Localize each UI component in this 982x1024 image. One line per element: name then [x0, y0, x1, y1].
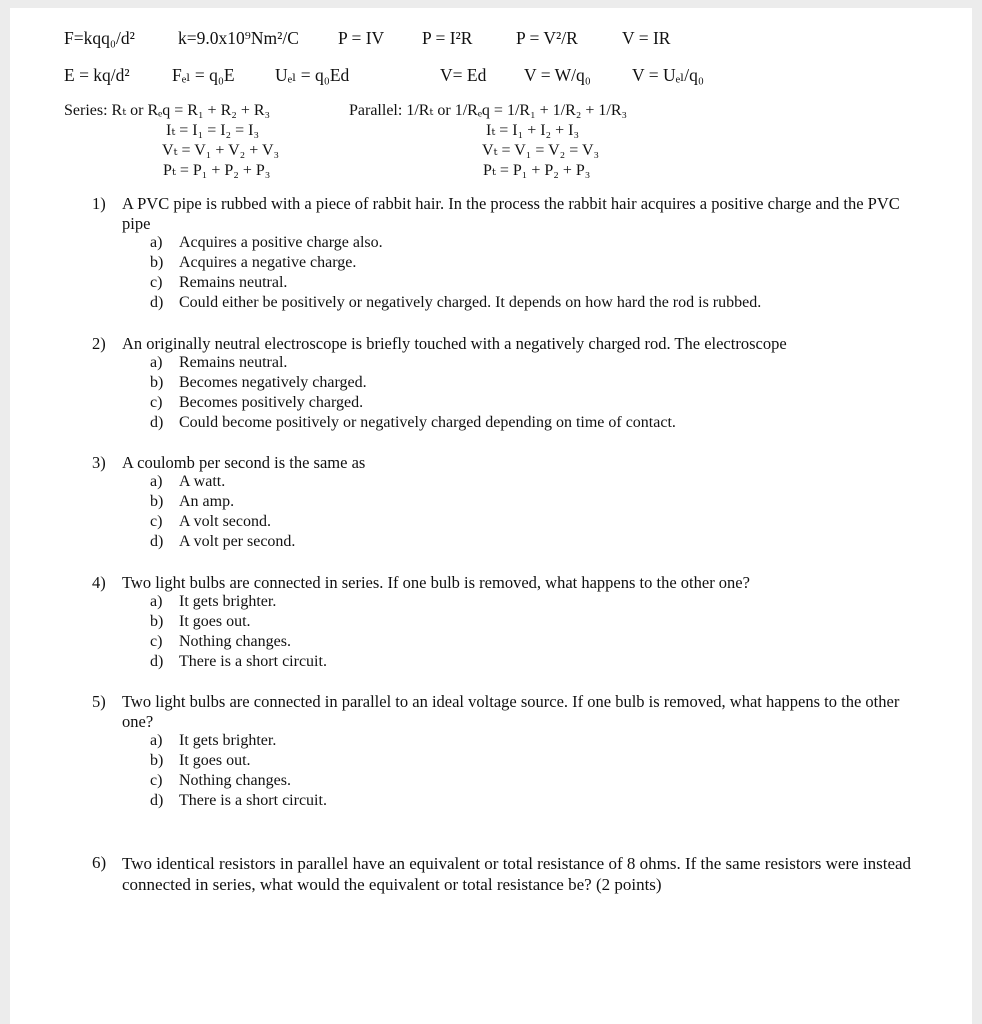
series-voltage: Vₜ = V₁ + V₂ + V₃ — [162, 142, 280, 159]
option-text: There is a short circuit. — [179, 653, 327, 670]
option-c[interactable] — [150, 633, 291, 651]
option-letter: d) — [150, 653, 164, 670]
option-letter: c) — [150, 394, 163, 411]
option-text: Remains neutral. — [179, 274, 288, 291]
option-b[interactable] — [150, 254, 356, 272]
option-a[interactable] — [150, 593, 276, 611]
option-text: An amp. — [179, 493, 235, 510]
question-number: 6) — [92, 853, 107, 872]
question-text: An originally neutral electroscope is briefly touched with a negatively charged rod. The electroscope — [122, 334, 787, 353]
option-d[interactable] — [150, 414, 676, 432]
formula-voltage-work: V = W/q₀ — [524, 65, 591, 85]
formula-power-iv: P = IV — [338, 28, 385, 48]
question-text: A coulomb per second is the same as — [122, 453, 366, 472]
option-letter: c) — [150, 513, 163, 530]
option-d[interactable] — [150, 792, 327, 810]
option-c[interactable] — [150, 513, 271, 531]
option-letter: a) — [150, 354, 163, 371]
option-letter: d) — [150, 792, 164, 809]
option-letter: d) — [150, 294, 164, 311]
option-b[interactable] — [150, 493, 234, 511]
question-number: 1) — [92, 194, 106, 213]
option-text: A watt. — [179, 473, 226, 490]
option-letter: c) — [150, 274, 163, 291]
option-c[interactable] — [150, 772, 291, 790]
option-a[interactable] — [150, 234, 383, 252]
formula-voltage-energy: V = Uₑₗ/q₀ — [632, 65, 705, 85]
option-letter: a) — [150, 732, 163, 749]
option-b[interactable] — [150, 374, 367, 392]
option-letter: c) — [150, 633, 163, 650]
option-text: It goes out. — [179, 613, 251, 630]
option-d[interactable] — [150, 294, 761, 312]
question-number: 2) — [92, 334, 106, 353]
option-letter: b) — [150, 374, 164, 391]
option-a[interactable] — [150, 473, 225, 491]
option-text: It gets brighter. — [179, 732, 277, 749]
option-c[interactable] — [150, 394, 363, 412]
formula-voltage-ed: V= Ed — [440, 65, 487, 85]
option-letter: a) — [150, 473, 163, 490]
formula-electric-force: Fₑₗ = q₀E — [172, 65, 235, 85]
option-text: It gets brighter. — [179, 593, 277, 610]
parallel-heading: Parallel: 1/Rₜ or 1/Rₑq = 1/R₁ + 1/R₂ + 1/R₃ — [349, 102, 628, 119]
worksheet-page — [10, 8, 972, 1024]
question-text: A PVC pipe is rubbed with a piece of rabbit hair. In the process the rabbit hair acquires a positive charge and the PVC pipe — [122, 194, 900, 233]
formula-electric-field: E = kq/d² — [64, 65, 130, 85]
option-letter: b) — [150, 613, 164, 630]
series-current: Iₜ = I₁ = I₂ = I₃ — [166, 122, 260, 139]
parallel-current: Iₜ = I₁ + I₂ + I₃ — [486, 122, 580, 139]
question-number: 5) — [92, 692, 106, 711]
option-text: Nothing changes. — [179, 772, 291, 789]
option-letter: d) — [150, 533, 164, 550]
formula-power-i2r: P = I²R — [422, 28, 473, 48]
option-letter: b) — [150, 254, 164, 271]
option-b[interactable] — [150, 752, 251, 770]
option-text: Remains neutral. — [179, 354, 288, 371]
option-text: A volt per second. — [179, 533, 296, 550]
option-text: It goes out. — [179, 752, 251, 769]
option-letter: b) — [150, 493, 164, 510]
series-power: Pₜ = P₁ + P₂ + P₃ — [163, 162, 271, 179]
option-text: Acquires a negative charge. — [179, 254, 357, 271]
option-text: A volt second. — [179, 513, 271, 530]
option-b[interactable] — [150, 613, 251, 631]
option-d[interactable] — [150, 653, 327, 671]
option-letter: b) — [150, 752, 164, 769]
option-letter: d) — [150, 414, 164, 431]
formula-electric-potential-energy: Uₑₗ = q₀Ed — [275, 65, 350, 85]
option-letter: a) — [150, 234, 163, 251]
question-text: Two light bulbs are connected in parallel to an ideal voltage source. If one bulb is removed, what happens to the other one? — [122, 692, 900, 731]
option-text: There is a short circuit. — [179, 792, 327, 809]
formula-coulomb-constant: k=9.0x10⁹Nm²/C — [178, 28, 299, 48]
formula-ohms-law: V = IR — [622, 28, 671, 48]
option-letter: c) — [150, 772, 163, 789]
series-heading: Series: Rₜ or Rₑq = R₁ + R₂ + R₃ — [64, 102, 271, 119]
question-text: Two identical resistors in parallel have an equivalent or total resistance of 8 ohms. If the same resistors were instead connected in series, what would the equivalent or total resistance be? (2 points) — [122, 854, 912, 894]
question-text: Two light bulbs are connected in series. If one bulb is removed, what happens to the other one? — [122, 573, 750, 592]
option-letter: a) — [150, 593, 163, 610]
option-text: Becomes positively charged. — [179, 394, 364, 411]
option-a[interactable] — [150, 354, 287, 372]
formula-power-v2r: P = V²/R — [516, 28, 578, 48]
question-number: 3) — [92, 453, 106, 472]
option-a[interactable] — [150, 732, 276, 750]
option-text: Could become positively or negatively charged depending on time of contact. — [179, 414, 676, 431]
option-d[interactable] — [150, 533, 295, 551]
option-text: Nothing changes. — [179, 633, 291, 650]
question-number: 4) — [92, 573, 106, 592]
option-c[interactable] — [150, 274, 287, 292]
parallel-power: Pₜ = P₁ + P₂ + P₃ — [483, 162, 591, 179]
option-text: Becomes negatively charged. — [179, 374, 367, 391]
parallel-voltage: Vₜ = V₁ = V₂ = V₃ — [482, 142, 600, 159]
option-text: Acquires a positive charge also. — [179, 234, 383, 251]
formula-coulomb-force: F=kqq₀/d² — [64, 28, 135, 48]
option-text: Could either be positively or negatively charged. It depends on how hard the rod is rubbed. — [179, 294, 762, 311]
